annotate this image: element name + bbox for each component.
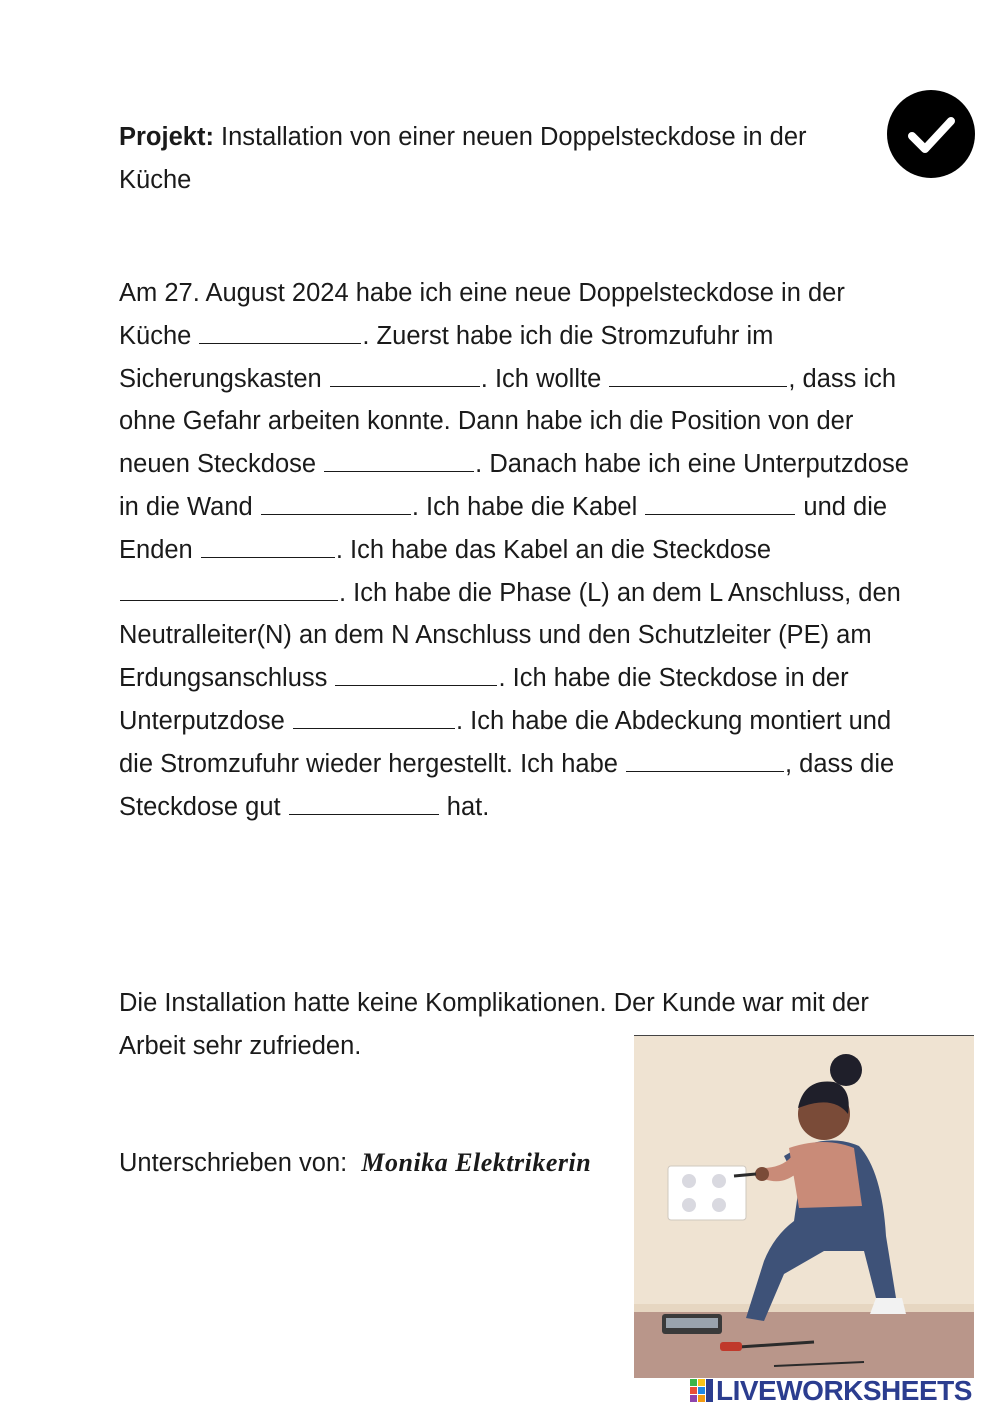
blank-10[interactable] [293, 706, 455, 729]
story-text: . Ich habe die Kabel [411, 492, 645, 521]
electrician-illustration [634, 1035, 974, 1378]
story-text: , dass ich ohne Gefahr arbeiten konnte. Dann habe ich die Position von der neuen Steckdose [119, 364, 897, 479]
blank-5[interactable] [261, 492, 411, 515]
story-text: und die Enden [119, 492, 888, 564]
liveworksheets-logo-icon [690, 1379, 714, 1403]
closing-paragraph: Die Installation hatte keine Komplikationen. Der Kunde war mit der Arbeit sehr zufrieden. [119, 989, 869, 1060]
story-text: . Ich habe die Abdeckung montiert und die Stromzufuhr wieder hergestellt. Ich habe [119, 706, 892, 778]
story-paragraph [119, 272, 909, 828]
blank-9[interactable] [335, 663, 497, 686]
story-text: Am 27. August 2024 habe ich eine neue Doppelsteckdose in der Küche [119, 279, 845, 350]
project-title: Installation von einer neuen Doppelsteckdose in der Küche [119, 123, 807, 194]
blank-2[interactable] [330, 364, 480, 387]
story-text: . Ich habe die Steckdose in der Unterputzdose [119, 664, 849, 735]
story-text: . Zuerst habe ich die Stromzufuhr im Sicherungskasten [119, 321, 774, 393]
story-text: . Ich habe das Kabel an die Steckdose [335, 535, 772, 564]
blank-6[interactable] [645, 492, 795, 515]
double-socket-icon [668, 1166, 746, 1220]
story-text: hat. [439, 792, 490, 821]
check-circle-icon[interactable] [887, 90, 975, 178]
blank-8[interactable] [120, 578, 338, 601]
story-text: . Danach habe ich eine Unterputzdose in die Wand [119, 450, 909, 521]
brand-name: LIVEWORKSHEETS [716, 1375, 972, 1406]
blank-1[interactable] [199, 321, 361, 344]
signature-label: Unterschrieben von: [119, 1149, 348, 1177]
blank-4[interactable] [324, 449, 474, 472]
signature-line [119, 1142, 591, 1184]
blank-3[interactable] [609, 364, 787, 387]
story-text: . Ich habe die Phase (L) an dem L Anschluss, den Neutralleiter(N) an dem N Anschluss und den Schutzleiter (PE) am Erdungsanschluss [119, 578, 901, 693]
blank-12[interactable] [289, 792, 439, 815]
story-text: . Ich wollte [480, 364, 609, 393]
signature: Monika Elektrikerin [361, 1148, 592, 1177]
project-heading [119, 116, 879, 202]
story-text: , dass die Steckdose gut [119, 749, 895, 821]
project-label: Projekt: [119, 123, 214, 151]
blank-7[interactable] [201, 535, 335, 558]
brand-logo[interactable] [690, 1376, 972, 1406]
blank-11[interactable] [626, 749, 784, 772]
